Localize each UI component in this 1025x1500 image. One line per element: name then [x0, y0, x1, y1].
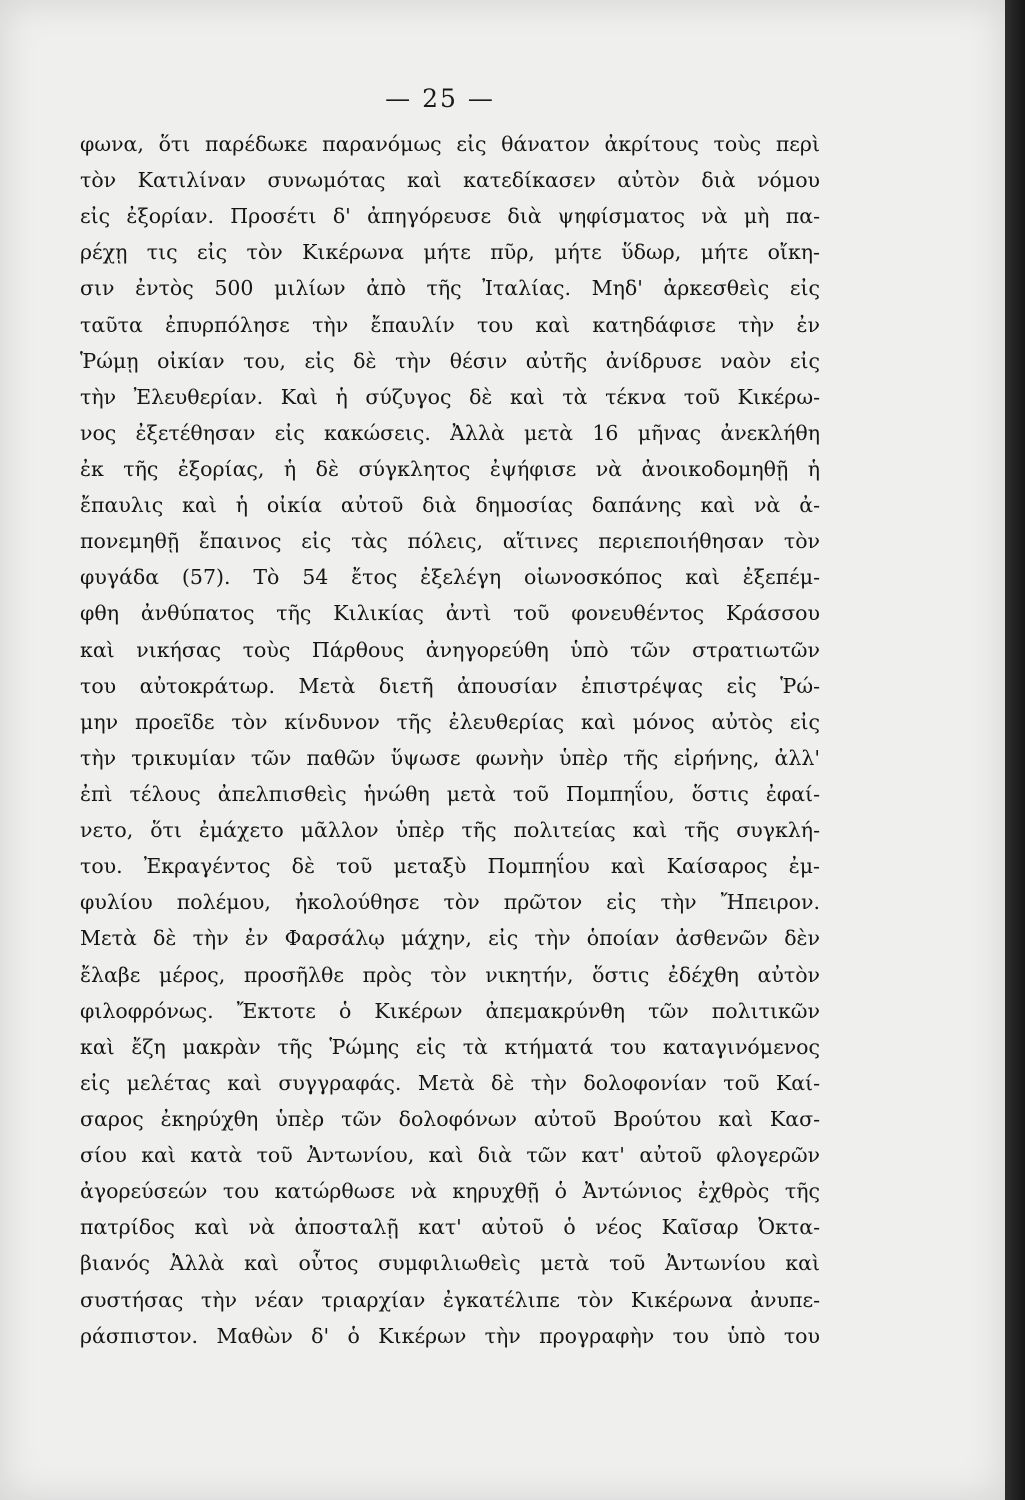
text-line: ρέχῃ τις εἰς τὸν Κικέρωνα μήτε πῦρ, μήτε ὕδωρ, μήτε οἴκη-	[80, 240, 820, 265]
text-line: εἰς μελέτας καὶ συγγραφάς. Μετὰ δὲ τὴν δολοφονίαν τοῦ Καί-	[80, 1070, 820, 1095]
text-line: νετο, ὅτι ἐμάχετο μᾶλλον ὑπὲρ τῆς πολιτείας καὶ τῆς συγκλή-	[80, 818, 820, 843]
body-text	[80, 126, 820, 1354]
text-line: φωνα, ὅτι παρέδωκε παρανόμως εἰς θάνατον ἀκρίτους τοὺς περὶ	[80, 132, 820, 156]
text-line: σίου καὶ κατὰ τοῦ Ἀντωνίου, καὶ διὰ τῶν κατ' αὐτοῦ φλογερῶν	[80, 1143, 820, 1168]
text-line: τὸν Κατιλίναν συνωμότας καὶ κατεδίκασεν αὐτὸν διὰ νόμου	[80, 168, 820, 193]
text-line: συστήσας τὴν νέαν τριαρχίαν ἐγκατέλιπε τὸν Κικέρωνα ἀνυπε-	[80, 1287, 820, 1312]
text-line: ράσπιστον. Μαθὼν δ' ὁ Κικέρων τὴν προγραφὴν του ὑπὸ του	[80, 1323, 820, 1348]
text-line: Μετὰ δὲ τὴν ἐν Φαρσάλῳ μάχην, εἰς τὴν ὁποίαν ἀσθενῶν δὲν	[80, 926, 820, 951]
text-line: Ῥώμῃ οἰκίαν του, εἰς δὲ τὴν θέσιν αὐτῆς ἀνίδρυσε ναὸν εἰς	[80, 348, 820, 373]
text-line: ἐκ τῆς ἐξορίας, ἡ δὲ σύγκλητος ἐψήφισε νὰ ἀνοικοδομηθῇ ἡ	[80, 456, 820, 481]
text-line: σαρος ἐκηρύχθη ὑπὲρ τῶν δολοφόνων αὐτοῦ Βρούτου καὶ Κασ-	[80, 1106, 820, 1131]
text-line: σιν ἐντὸς 500 μιλίων ἀπὸ τῆς Ἰταλίας. Μηδ' ἀρκεσθεὶς εἰς	[80, 276, 820, 301]
text-line: πατρίδος καὶ νὰ ἀποσταλῇ κατ' αὐτοῦ ὁ νέος Καῖσαρ Ὀκτα-	[80, 1215, 820, 1240]
text-line: φιλοφρόνως. Ἔκτοτε ὁ Κικέρων ἀπεμακρύνθη τῶν πολιτικῶν	[80, 998, 820, 1023]
page-number: — 25 —	[385, 84, 495, 113]
scan-edge-shadow	[1005, 0, 1025, 1500]
text-line: ἐπὶ τέλους ἀπελπισθεὶς ἡνώθη μετὰ τοῦ Πομπηΐου, ὅστις ἐφαί-	[80, 781, 820, 806]
text-line: φυγάδα (57). Τὸ 54 ἔτος ἐξελέγη οἰωνοσκόπος καὶ ἐξεπέμ-	[80, 565, 820, 590]
text-line: πονεμηθῇ ἔπαινος εἰς τὰς πόλεις, αἵτινες περιεποιήθησαν τὸν	[80, 529, 820, 554]
text-line: ἔπαυλις καὶ ἡ οἰκία αὐτοῦ διὰ δημοσίας δαπάνης καὶ νὰ ἀ-	[80, 493, 820, 518]
text-line: ἀγορεύσεών του κατώρθωσε νὰ κηρυχθῇ ὁ Ἀντώνιος ἐχθρὸς τῆς	[80, 1179, 820, 1204]
text-line: καὶ ἔζη μακρὰν τῆς Ῥώμης εἰς τὰ κτήματά του καταγινόμενος	[80, 1034, 820, 1059]
text-line: τὴν τρικυμίαν τῶν παθῶν ὕψωσε φωνὴν ὑπὲρ τῆς εἰρήνης, ἀλλ'	[80, 745, 820, 770]
text-line: ἔλαβε μέρος, προσῆλθε πρὸς τὸν νικητήν, ὅστις ἐδέχθη αὐτὸν	[80, 962, 820, 987]
text-line: φθη ἀνθύπατος τῆς Κιλικίας ἀντὶ τοῦ φονευθέντος Κράσσου	[80, 601, 820, 626]
text-line: τὴν Ἐλευθερίαν. Καὶ ἡ σύζυγος δὲ καὶ τὰ τέκνα τοῦ Κικέρω-	[80, 384, 820, 409]
text-line: καὶ νικήσας τοὺς Πάρθους ἀνηγορεύθη ὑπὸ τῶν στρατιωτῶν	[80, 637, 820, 662]
text-line: μην προεῖδε τὸν κίνδυνον τῆς ἐλευθερίας καὶ μόνος αὐτὸς εἰς	[80, 709, 820, 734]
text-line: βιανός Ἀλλὰ καὶ οὗτος συμφιλιωθεὶς μετὰ τοῦ Ἀντωνίου καὶ	[80, 1251, 820, 1276]
text-line: εἰς ἐξορίαν. Προσέτι δ' ἀπηγόρευσε διὰ ψηφίσματος νὰ μὴ πα-	[80, 204, 820, 229]
text-line: νος ἐξετέθησαν εἰς κακώσεις. Ἀλλὰ μετὰ 16 μῆνας ἀνεκλήθη	[80, 420, 820, 445]
text-line: του αὐτοκράτωρ. Μετὰ διετῆ ἀπουσίαν ἐπιστρέψας εἰς Ῥώ-	[80, 673, 820, 698]
text-line: φυλίου πολέμου, ἠκολούθησε τὸν πρῶτον εἰς τὴν Ἤπειρον.	[80, 890, 820, 915]
text-line: ταῦτα ἐπυρπόλησε τὴν ἔπαυλίν του καὶ κατηδάφισε τὴν ἐν	[80, 312, 820, 337]
text-line: του. Ἐκραγέντος δὲ τοῦ μεταξὺ Πομπηΐου καὶ Καίσαρος ἐμ-	[80, 854, 820, 879]
